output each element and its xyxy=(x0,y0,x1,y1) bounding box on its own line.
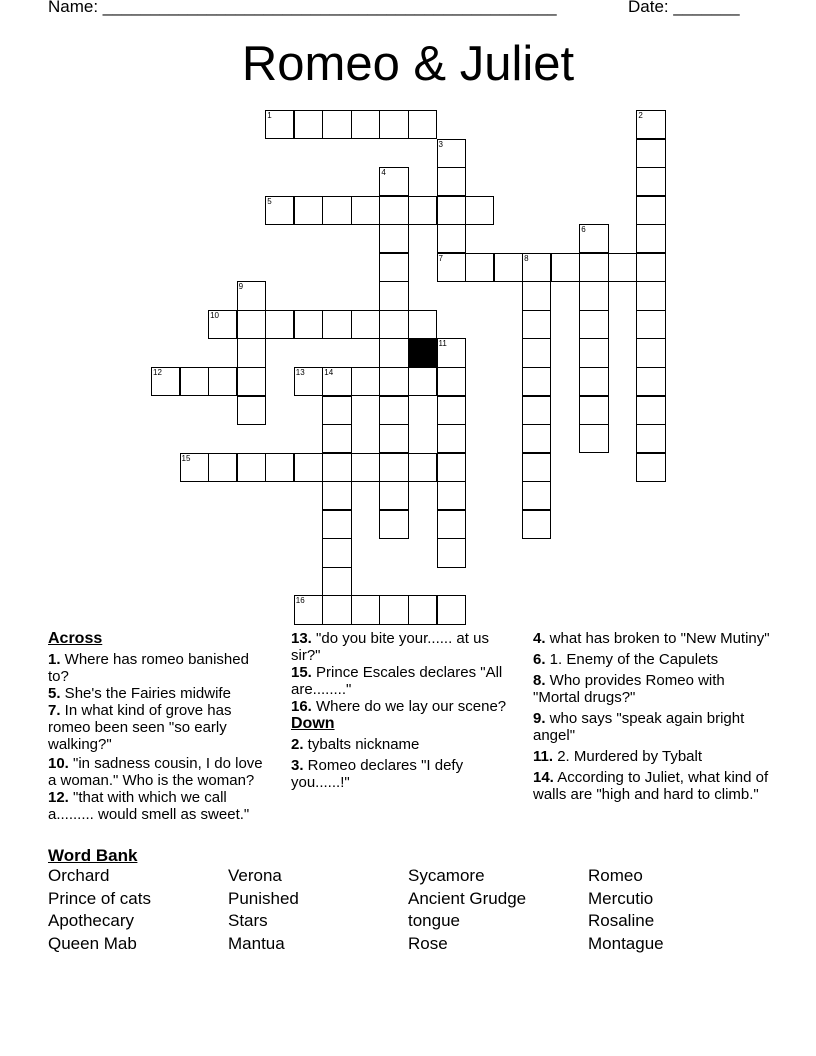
word-bank-word: Sycamore xyxy=(408,866,485,885)
crossword-cell[interactable] xyxy=(379,224,408,253)
down-clue-9: 9. who says "speak again bright angel" xyxy=(533,710,745,744)
crossword-cell[interactable] xyxy=(379,367,408,396)
crossword-cell[interactable] xyxy=(636,224,665,253)
down-clue-8: 8. Who provides Romeo with "Mortal drugs?" xyxy=(533,672,725,706)
crossword-cell[interactable] xyxy=(437,338,466,367)
crossword-cell[interactable] xyxy=(265,110,294,139)
word-bank-word: Mercutio xyxy=(588,888,654,908)
down-clue-6: 6. 1. Enemy of the Capulets xyxy=(533,651,719,668)
crossword-cell[interactable] xyxy=(636,453,665,482)
name-field[interactable]: Name: ________________________________________________ xyxy=(48,0,557,16)
crossword-cell[interactable] xyxy=(636,396,665,425)
across-clue-1: 1. Where has romeo banished to? xyxy=(48,651,249,685)
crossword-cell[interactable] xyxy=(379,453,408,482)
crossword-cell[interactable] xyxy=(408,595,437,624)
clue-number: 12 xyxy=(153,367,162,377)
crossword-cell[interactable] xyxy=(265,310,294,339)
crossword-cell[interactable] xyxy=(408,110,437,139)
down-heading: Down xyxy=(291,715,335,732)
word-bank-word: Orchard xyxy=(48,866,110,885)
crossword-cell[interactable] xyxy=(636,253,665,282)
word-bank-word: Mantua xyxy=(228,933,285,953)
word-bank-word: Rose xyxy=(408,933,448,953)
crossword-cell[interactable] xyxy=(522,453,551,482)
crossword-cell[interactable] xyxy=(237,281,266,310)
crossword-cell[interactable] xyxy=(437,167,466,196)
crossword-cell[interactable] xyxy=(408,367,437,396)
crossword-cell[interactable] xyxy=(379,196,408,225)
crossword-cell[interactable] xyxy=(522,253,551,282)
crossword-cell[interactable] xyxy=(522,281,551,310)
crossword-cell[interactable] xyxy=(294,453,323,482)
crossword-cell[interactable] xyxy=(294,110,323,139)
crossword-cell[interactable] xyxy=(522,367,551,396)
crossword-cell[interactable] xyxy=(322,396,351,425)
down-clue-3: 3. Romeo declares "I defy you......!" xyxy=(291,757,464,791)
crossword-cell[interactable] xyxy=(379,253,408,282)
clue-number: 14 xyxy=(324,367,334,377)
crossword-cell[interactable] xyxy=(408,453,437,482)
across-heading: Across xyxy=(48,630,103,647)
crossword-cell[interactable] xyxy=(265,453,294,482)
word-bank-word: Punished xyxy=(228,888,299,908)
crossword-cell[interactable] xyxy=(608,253,637,282)
crossword-cell[interactable] xyxy=(636,139,665,168)
crossword-cell[interactable] xyxy=(437,538,466,567)
word-bank-word: tongue xyxy=(408,911,460,931)
crossword-cell[interactable] xyxy=(208,367,237,396)
crossword-cell[interactable] xyxy=(579,367,608,396)
clue-number: 4 xyxy=(381,168,386,178)
crossword-cell[interactable] xyxy=(379,281,408,310)
crossword-cell[interactable] xyxy=(351,595,380,624)
crossword-cell[interactable] xyxy=(322,196,351,225)
crossword-cell[interactable] xyxy=(437,139,466,168)
across-clue-7: 7. In what kind of grove has romeo been seen "so early walking?" xyxy=(48,702,232,753)
crossword-cell[interactable] xyxy=(351,110,380,139)
crossword-cell[interactable] xyxy=(180,367,209,396)
crossword-cell[interactable] xyxy=(579,281,608,310)
crossword-cell[interactable] xyxy=(636,310,665,339)
clue-number: 10 xyxy=(210,310,219,320)
crossword-cell[interactable] xyxy=(408,196,437,225)
crossword-cell[interactable] xyxy=(494,253,523,282)
date-field[interactable]: Date: _______ xyxy=(628,0,740,16)
crossword-cell[interactable] xyxy=(579,224,608,253)
crossword-cell[interactable] xyxy=(551,253,580,282)
crossword-cell[interactable] xyxy=(351,310,380,339)
crossword-cell[interactable] xyxy=(351,367,380,396)
clue-number: 8 xyxy=(524,253,529,263)
crossword-cell[interactable] xyxy=(322,595,351,624)
word-bank-word: Rosaline xyxy=(588,911,655,931)
crossword-cell[interactable] xyxy=(579,338,608,367)
crossword-cell[interactable] xyxy=(379,310,408,339)
crossword-cell[interactable] xyxy=(379,595,408,624)
black-square xyxy=(408,338,437,367)
crossword-cell[interactable] xyxy=(636,167,665,196)
crossword-cell[interactable] xyxy=(322,453,351,482)
crossword-cell[interactable] xyxy=(237,453,266,482)
crossword-cell[interactable] xyxy=(522,338,551,367)
word-bank-word: Queen Mab xyxy=(48,933,137,953)
crossword-cell[interactable] xyxy=(379,167,408,196)
crossword-cell[interactable] xyxy=(294,310,323,339)
crossword-cell[interactable] xyxy=(379,481,408,510)
down-clue-2: 2. tybalts nickname xyxy=(291,736,420,753)
across-clue-15: 15. Prince Escales declares "All are........" xyxy=(291,664,503,698)
word-bank-word: Montague xyxy=(588,933,664,953)
crossword-cell[interactable] xyxy=(237,367,266,396)
crossword-cell[interactable] xyxy=(437,367,466,396)
crossword-cell[interactable] xyxy=(437,424,466,453)
word-bank-title: Word Bank xyxy=(48,846,138,865)
across-clue-13: 13. "do you bite your...... at us sir?" xyxy=(291,630,489,664)
crossword-cell[interactable] xyxy=(322,424,351,453)
clue-number: 6 xyxy=(581,225,586,235)
crossword-cell[interactable] xyxy=(180,453,209,482)
crossword-cell[interactable] xyxy=(237,338,266,367)
crossword-cell[interactable] xyxy=(208,310,237,339)
across-clue-16: 16. Where do we lay our scene? xyxy=(291,698,507,715)
crossword-cell[interactable] xyxy=(379,110,408,139)
crossword-cell[interactable] xyxy=(579,253,608,282)
crossword-cell[interactable] xyxy=(294,595,323,624)
crossword-cell[interactable] xyxy=(294,367,323,396)
across-clue-10: 10. "in sadness cousin, I do love a woman." Who is the woman? xyxy=(48,755,263,789)
crossword-cell[interactable] xyxy=(351,453,380,482)
crossword-cell[interactable] xyxy=(465,253,494,282)
crossword-cell[interactable] xyxy=(636,338,665,367)
crossword-cell[interactable] xyxy=(437,196,466,225)
across-clue-5: 5. She's the Fairies midwife xyxy=(48,685,231,702)
crossword-cell[interactable] xyxy=(437,453,466,482)
crossword-cell[interactable] xyxy=(437,510,466,539)
crossword-cell[interactable] xyxy=(522,481,551,510)
crossword-cell[interactable] xyxy=(636,196,665,225)
crossword-cell[interactable] xyxy=(408,310,437,339)
crossword-cell[interactable] xyxy=(379,338,408,367)
crossword-cell[interactable] xyxy=(265,196,294,225)
word-bank-word: Apothecary xyxy=(48,911,134,931)
clue-number: 11 xyxy=(438,339,447,349)
crossword-cell[interactable] xyxy=(437,396,466,425)
crossword-cell[interactable] xyxy=(437,595,466,624)
crossword-cell[interactable] xyxy=(522,396,551,425)
word-bank-word: Ancient Grudge xyxy=(408,888,527,908)
crossword-cell[interactable] xyxy=(636,424,665,453)
crossword-cell[interactable] xyxy=(322,481,351,510)
crossword-cell[interactable] xyxy=(579,424,608,453)
clue-number: 9 xyxy=(238,282,244,292)
crossword-cell[interactable] xyxy=(522,310,551,339)
clues-column-3 xyxy=(533,630,773,803)
crossword-cell[interactable] xyxy=(151,367,180,396)
crossword-cell[interactable] xyxy=(379,396,408,425)
crossword-cell[interactable] xyxy=(294,196,323,225)
crossword-cell[interactable] xyxy=(636,110,665,139)
crossword-cell[interactable] xyxy=(322,538,351,567)
crossword-cell[interactable] xyxy=(465,196,494,225)
crossword-cell[interactable] xyxy=(636,281,665,310)
crossword-cell[interactable] xyxy=(522,424,551,453)
crossword-cell[interactable] xyxy=(237,310,266,339)
crossword-cell[interactable] xyxy=(636,367,665,396)
crossword-cell[interactable] xyxy=(437,224,466,253)
clue-number: 5 xyxy=(267,196,272,206)
crossword-cell[interactable] xyxy=(579,310,608,339)
clues-column-1 xyxy=(48,630,263,823)
crossword-cell[interactable] xyxy=(322,110,351,139)
clues-column-2 xyxy=(291,630,515,791)
down-clue-4: 4. what has broken to "New Mutiny" xyxy=(533,630,770,647)
clue-number: 2 xyxy=(638,111,643,120)
word-bank-word: Prince of cats xyxy=(48,888,151,908)
clue-number: 13 xyxy=(295,367,305,377)
clue-number: 16 xyxy=(295,596,305,606)
crossword-cell[interactable] xyxy=(322,310,351,339)
crossword-cell[interactable] xyxy=(379,510,408,539)
word-bank-word: Romeo xyxy=(588,866,643,885)
crossword-cell[interactable] xyxy=(351,196,380,225)
crossword-cell[interactable] xyxy=(437,253,466,282)
crossword-cell[interactable] xyxy=(579,396,608,425)
clue-number: 1 xyxy=(267,111,272,120)
down-clue-14: 14. According to Juliet, what kind of walls are "high and hard to climb." xyxy=(533,769,769,803)
page-title: Romeo & Juliet xyxy=(241,37,575,91)
crossword-cell[interactable] xyxy=(322,510,351,539)
crossword-cell[interactable] xyxy=(237,396,266,425)
across-clue-12: 12. "that with which we call a......... would smell as sweet." xyxy=(48,789,250,823)
clue-number: 3 xyxy=(438,139,443,149)
crossword-cell[interactable] xyxy=(208,453,237,482)
word-bank-word: Stars xyxy=(228,911,268,931)
crossword-cell[interactable] xyxy=(437,481,466,510)
crossword-cell[interactable] xyxy=(522,510,551,539)
crossword-cell[interactable] xyxy=(322,367,351,396)
crossword-cell[interactable] xyxy=(322,567,351,596)
down-clue-11: 11. 2. Murdered by Tybalt xyxy=(533,748,702,765)
word-bank-word: Verona xyxy=(228,866,282,885)
clue-number: 15 xyxy=(181,453,191,463)
clue-number: 7 xyxy=(438,253,443,263)
crossword-cell[interactable] xyxy=(379,424,408,453)
